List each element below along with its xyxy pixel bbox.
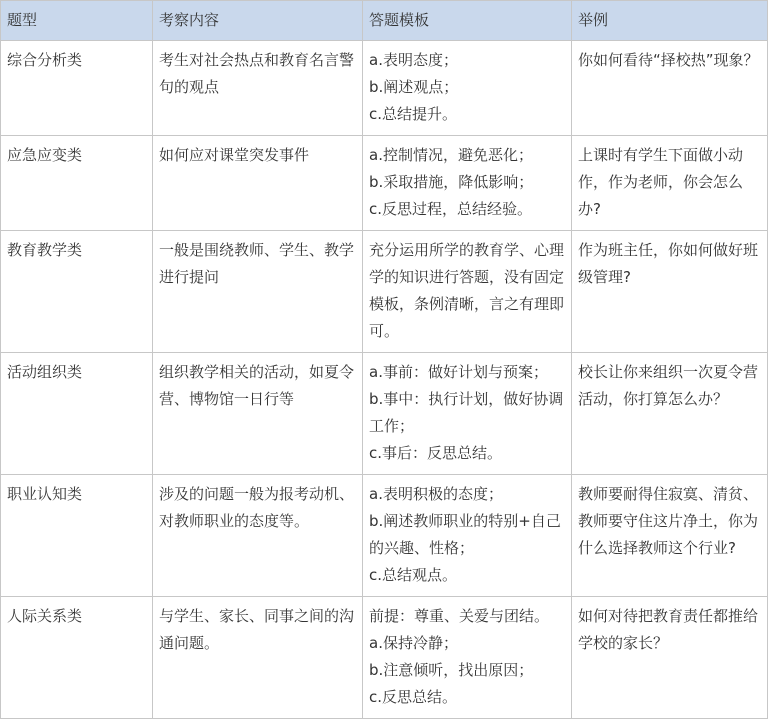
table-row [1,475,768,597]
header-template: 答题模板 [363,1,572,41]
cell-template [363,353,572,475]
template-line: b.阐述教师职业的特别+自己的兴趣、性格； [369,512,561,557]
cell-template [363,41,572,136]
cell-content: 如何应对课堂突发事件 [153,136,363,231]
cell-content: 组织教学相关的活动，如夏令营、博物馆一日行等 [153,353,363,475]
table-row [1,136,768,231]
cell-content: 一般是围绕教师、学生、教学进行提问 [153,231,363,353]
cell-template [363,475,572,597]
cell-type: 人际关系类 [1,597,153,719]
template-line: 前提：尊重、关爱与团结。 [369,607,550,625]
cell-example: 作为班主任，你如何做好班级管理? [572,231,768,353]
template-line: c.总结观点。 [369,566,458,584]
cell-type: 综合分析类 [1,41,153,136]
template-line: 充分运用所学的教育学、心理学的知识进行答题，没有固定模板，条例清晰，言之有理即可。 [369,241,565,340]
cell-type: 应急应变类 [1,136,153,231]
table-row [1,597,768,719]
cell-template [363,231,572,353]
template-line: a.保持冷静； [369,634,458,652]
cell-example: 如何对待把教育责任都推给学校的家长？ [572,597,768,719]
cell-type: 职业认知类 [1,475,153,597]
template-line: a.表明态度； [369,51,458,69]
template-line: a.事前：做好计划与预案； [369,363,548,381]
cell-type: 活动组织类 [1,353,153,475]
cell-template [363,597,572,719]
table-row [1,41,768,136]
cell-example: 校长让你来组织一次夏令营活动，你打算怎么办？ [572,353,768,475]
template-line: c.总结提升。 [369,105,458,123]
cell-type: 教育教学类 [1,231,153,353]
template-line: c.反思总结。 [369,688,458,706]
cell-content: 考生对社会热点和教育名言警句的观点 [153,41,363,136]
table-row [1,231,768,353]
cell-content: 涉及的问题一般为报考动机、对教师职业的态度等。 [153,475,363,597]
cell-content: 与学生、家长、同事之间的沟通问题。 [153,597,363,719]
template-line: b.注意倾听，找出原因； [369,661,534,679]
table-row [1,353,768,475]
template-line: c.反思过程，总结经验。 [369,200,533,218]
template-line: c.事后：反思总结。 [369,444,503,462]
template-line: b.阐述观点； [369,78,459,96]
template-line: b.事中：执行计划，做好协调工作； [369,390,564,435]
template-line: b.采取措施，降低影响； [369,173,534,191]
template-line: a.表明积极的态度； [369,485,503,503]
header-question-type: 题型 [1,1,153,41]
cell-template [363,136,572,231]
header-content: 考察内容 [153,1,363,41]
cell-example: 你如何看待“择校热”现象？ [572,41,768,136]
table-header-row [1,1,768,41]
template-line: a.控制情况，避免恶化； [369,146,533,164]
header-example: 举例 [572,1,768,41]
cell-example: 上课时有学生下面做小动作，作为老师，你会怎么办? [572,136,768,231]
cell-example: 教师要耐得住寂寞、清贫、教师要守住这片净土，你为什么选择教师这个行业? [572,475,768,597]
